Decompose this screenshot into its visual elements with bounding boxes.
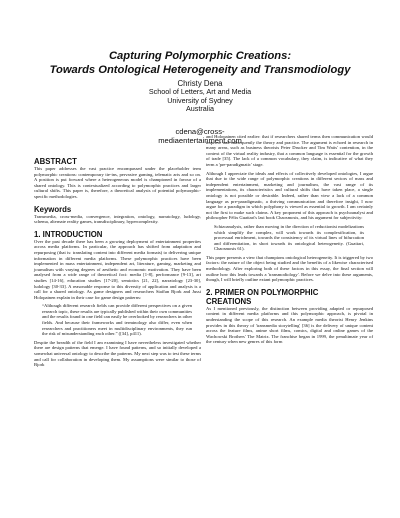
right-paragraph-2: Although I appreciate the ideals and effects of collectively developed ontologies, I argue that due to the wide range of polymorphic creations in different sectors of mass and independent entertainment, marketing and journalism, the vast range of its implementations, its characteristics and cultural shifts that have taken place, a single ontology is not possible or desirable. Indeed, rather than view a lack of a common language as pre-paradigmatic, a thriving communication and therefore insight, I now argue for a paradigm in which polyphony is viewed as essential to growth. I am certainly not the first to make such claims. A key proponent of this approach is psychoanalyst and philosopher Félix Guattari's last book Chaosmosis, and his argument for subjectivity: — [206, 170, 373, 221]
right-paragraph-1: and Holopainen cited earlier: that if researchers shared terms then communication would improve and subsequently the theory and practice. The argument is echoed in research in many areas, such as business theorists Peter Drucker and Tim Watts' contention, in the context of the virtual reality industry, that a common language is essential for the growth of trade [35]. The lack of a common vocabulary, they claim, is indicative of what they term a 'pre-paradigmatic' stage. — [206, 134, 373, 167]
block-quote — [214, 224, 364, 252]
left-column — [34, 157, 201, 368]
primer-text: As I mentioned previously, the distinction between providing adapted or repurposed content in different media platforms and this polymorphic approach, is pivotal in understanding the scope of this research. An example media theorist Henry Jenkins provides in this theory of 'transmedia storytelling' [36] is the delivery of unique content across the feature films, anime short films, comics, digital and online games of the Wachowski Brothers' The Matrix. The franchise began in 1999, the penultimate year of the century when new genres of this form — [206, 305, 373, 345]
keywords-heading: Keywords — [34, 204, 72, 214]
email-line-1: cdena@cross- — [175, 127, 225, 136]
title-line-2: Towards Ontological Heterogeneity and Transmodiology — [49, 63, 351, 76]
paper-title — [20, 50, 380, 77]
author-block — [20, 79, 380, 114]
introduction-paragraph-1: Over the past decade there has been a growing deployment of entertainment properties across media platforms. In particular, the approach has shifted from adaptation and repurposing (that is: translating content into different media formats) to delivering unique information in different media platforms. These polymorphic practices have been implemented in mass entertainment, independent art, literature, gaming, marketing and journalism with varying degrees of aesthetic and economic motivation. They have been analysed from a wide range of theoretical foci: media [1-8], performance [9-13], art studies [14-16], education studies [17-20], semiotics [21, 22], narratology [23-30], ludology [30-33]. A reasonable response to this diversity of application and analysis is a call for a shared ontology. As game designers and researchers Staffan Bjork and Jussi Holopainen explain in their case for game design patterns: — [34, 238, 201, 300]
abstract-text: This paper addresses the vast practice encompassed under the placeholder term polymorphic creations: contemporary tie-ins, pervasive gaming, telematic arts and so on. A position is put forward where a heterogeneous model is championed in favour of a shared ontology. This is contextualized according to polymorphic practices and larger cultural shifts. This paper is, therefore, a theoretical analysis of potential polymorphic-specific methodologies. — [34, 166, 201, 199]
primer-heading-line-1: 2. PRIMER ON POLYMORPHIC — [206, 287, 319, 297]
right-column — [206, 134, 373, 345]
block-quote — [42, 303, 192, 337]
affiliation-line-1: School of Letters, Art and Media — [148, 87, 252, 96]
abstract-heading: ABSTRACT — [34, 157, 77, 166]
author-name: Christy Dena — [177, 79, 223, 88]
introduction-quote: “Although different research fields can provide different perspectives on a given research topic, these results are typically published within their own communities and the results found in one field can easily be overlooked by researchers in other fields. And because their frameworks and terminology also differ, even when researchers and practitioners meet in multidisciplinary environments, they run the risk of misunderstanding each other.” ([34], p411). — [42, 303, 193, 337]
introduction-paragraph-2: Despite the breadth of the field I am examining I have nevertheless investigated whether there are design patterns that emerge. I have found patterns, and so initially developed a somewhat universal ontology to describe the patterns. My next step was to test these terms and call for collaboration in developing them. My assumptions were similar to those of Bjork — [34, 339, 201, 368]
affiliation-line-3: Australia — [186, 104, 214, 114]
guattari-quote: Schizoanalysis, rather than moving in the direction of reductionist modelizations which simplify the complex, will work towards its complexification, its processual enrichment, towards the consistency of its virtual lines of bifurcation and differentiation, in short towards its ontological heterogeneity. (Guattari, Chaosmosis 61). — [214, 223, 364, 252]
title-line-1: Capturing Polymorphic Creations: — [108, 50, 292, 62]
primer-heading-line-2: CREATIONS — [206, 296, 252, 306]
keywords-text: Transmedia, cross-media, convergence, integration, ontology, narratology, ludology, schema, alternate reality games, transdisciplinary, hypercomplexity. — [34, 213, 201, 225]
affiliation-line-2: University of Sydney — [167, 95, 233, 105]
primer-heading — [206, 288, 373, 306]
email-line-2: mediaentertainment.com — [158, 136, 242, 145]
right-paragraph-3: This paper presents a view that champions ontological heterogeneity. It is triggered by two factors: the nature of the object being studied and the benefits of a likewise characterised methodology. After exploring both of these factors in this essay, the final section will outline how this leads towards a 'transmodiology'. Before we delve into these arguments, though, I will briefly outline extant polymorphic practices. — [206, 254, 373, 283]
introduction-heading: 1. INTRODUCTION — [34, 229, 103, 239]
